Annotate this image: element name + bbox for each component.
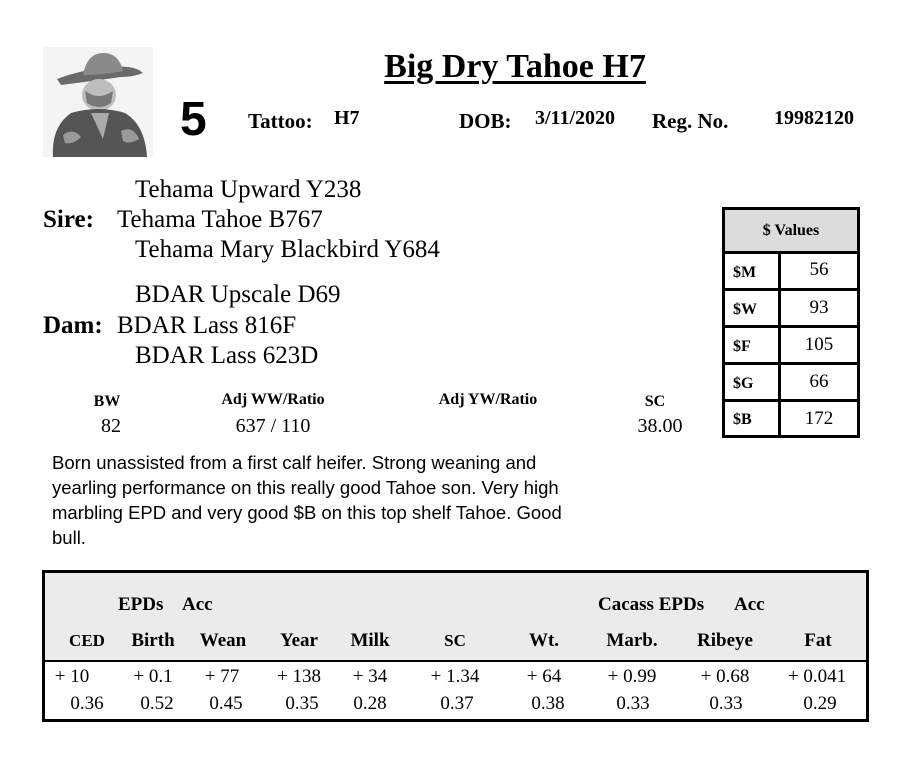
dam-label: Dam: xyxy=(43,312,103,339)
epd-table-header xyxy=(45,573,866,662)
epd-value-marb: + 0.99 xyxy=(607,666,657,687)
dollar-row-f xyxy=(725,325,857,362)
dollar-row-m xyxy=(725,251,857,288)
epd-value-milk: + 34 xyxy=(352,666,388,687)
epd-value-wt: + 64 xyxy=(526,666,562,687)
dollar-value: 172 xyxy=(804,407,834,429)
epd-value-ribeye: + 0.68 xyxy=(700,666,750,687)
epd-col-marb: Marb. xyxy=(606,630,658,651)
dollar-label: $M xyxy=(725,251,781,288)
dollar-row-b xyxy=(725,399,857,435)
epds-group-label: EPDs xyxy=(118,594,164,615)
adj-ww-value: 637 / 110 xyxy=(235,415,311,437)
dollar-label: $B xyxy=(725,402,781,435)
acc-value-milk: 0.28 xyxy=(353,693,387,714)
dollar-row-g xyxy=(725,362,857,399)
dollar-values-title: $ Values xyxy=(725,210,857,254)
carcass-acc-label: Acc xyxy=(734,594,765,615)
dollar-value: 56 xyxy=(809,258,829,280)
acc-value-year: 0.35 xyxy=(285,693,319,714)
dam-name: BDAR Lass 816F xyxy=(117,312,297,339)
bw-value: 82 xyxy=(101,415,121,437)
epd-table xyxy=(42,570,869,722)
acc-value-wt: 0.38 xyxy=(531,693,565,714)
dob-value: 3/11/2020 xyxy=(535,107,616,129)
acc-value-marb: 0.33 xyxy=(616,693,650,714)
tattoo-label: Tattoo: xyxy=(248,109,313,133)
sc-label: SC xyxy=(644,393,666,410)
cowboy-logo-icon xyxy=(43,47,153,157)
epd-col-sc: SC xyxy=(444,631,466,650)
acc-value-fat: 0.29 xyxy=(803,693,837,714)
epd-value-wean: + 77 xyxy=(204,666,240,687)
acc-value-ribeye: 0.33 xyxy=(709,693,743,714)
epd-col-wean: Wean xyxy=(199,630,247,651)
dollar-value: 105 xyxy=(804,334,834,355)
sire-sire: Tehama Upward Y238 xyxy=(135,176,362,203)
epd-col-ced: CED xyxy=(69,631,105,650)
tattoo-value: H7 xyxy=(334,107,360,129)
dam-sire: BDAR Upscale D69 xyxy=(135,281,341,308)
animal-name-title: Big Dry Tahoe H7 xyxy=(384,48,646,85)
reg-no-label: Reg. No. xyxy=(652,109,729,133)
epd-col-milk: Milk xyxy=(350,630,390,651)
dollar-label: $W xyxy=(725,291,781,325)
sire-dam: Tehama Mary Blackbird Y684 xyxy=(135,236,440,263)
adj-yw-label: Adj YW/Ratio xyxy=(438,391,538,408)
bw-label: BW xyxy=(93,393,121,410)
epd-value-ced: + 10 xyxy=(54,666,90,687)
reg-no-value: 19982120 xyxy=(774,107,854,129)
sire-label: Sire: xyxy=(43,206,94,233)
dam-dam: BDAR Lass 623D xyxy=(135,342,319,369)
dollar-values-table xyxy=(722,207,860,438)
dollar-row-w xyxy=(725,288,857,325)
epd-value-sc: + 1.34 xyxy=(430,666,480,687)
sire-name: Tehama Tahoe B767 xyxy=(117,206,323,233)
acc-value-wean: 0.45 xyxy=(209,693,243,714)
carcass-epds-label: Cacass EPDs xyxy=(598,594,705,615)
description-text: Born unassisted from a first calf heifer. Strong weaning and yearling performance on this really good Tahoe son. Very high marbling EPD and very good $B on this top shelf Tahoe. Good bull. xyxy=(52,452,562,548)
dollar-value: 66 xyxy=(809,371,829,392)
epd-col-ribeye: Ribeye xyxy=(697,630,753,651)
epd-value-birth: + 0.1 xyxy=(133,666,173,687)
sc-value: 38.00 xyxy=(637,415,683,437)
dollar-label: $G xyxy=(725,365,781,399)
acc-value-ced: 0.36 xyxy=(70,693,104,714)
lot-number: 5 xyxy=(180,93,207,146)
epd-value-fat: + 0.041 xyxy=(787,666,847,687)
epd-col-wt: Wt. xyxy=(528,630,560,651)
acc-value-birth: 0.52 xyxy=(140,693,174,714)
dob-label: DOB: xyxy=(459,109,512,133)
epd-col-birth: Birth xyxy=(131,630,175,651)
adj-ww-label: Adj WW/Ratio xyxy=(221,391,325,408)
epd-value-year: + 138 xyxy=(277,666,321,687)
dollar-label: $F xyxy=(725,328,781,362)
epd-col-fat: Fat xyxy=(804,630,832,651)
dollar-value: 93 xyxy=(809,297,829,318)
epd-col-year: Year xyxy=(280,630,318,651)
acc-value-sc: 0.37 xyxy=(440,693,474,714)
epds-acc-label: Acc xyxy=(182,594,213,615)
